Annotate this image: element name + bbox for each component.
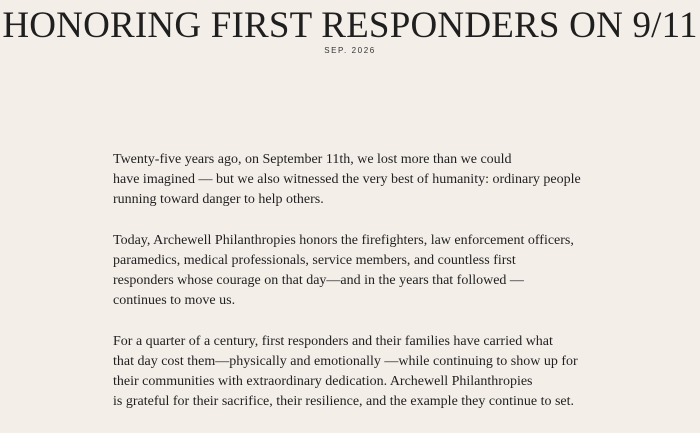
paragraph-line: running toward danger to help others. <box>113 192 324 207</box>
paragraph-line: their communities with extraordinary dedication. Archewell Philanthropies <box>113 374 533 389</box>
paragraph-line: responders whose courage on that day—and in the years that followed — <box>113 273 524 288</box>
article-body <box>113 150 593 433</box>
paragraph-line: paramedics, medical professionals, service members, and countless first <box>113 253 516 268</box>
paragraph-line: Twenty-five years ago, on September 11th, we lost more than we could <box>113 152 512 167</box>
paragraph-1 <box>113 150 593 210</box>
paragraph-line: that day cost them—physically and emotionally —while continuing to show up for <box>113 354 578 369</box>
paragraph-line: For a quarter of a century, first responders and their families have carried what <box>113 334 553 349</box>
paragraph-line: Today, Archewell Philanthropies honors the firefighters, law enforcement officers, <box>113 233 574 248</box>
paragraph-2 <box>113 231 593 311</box>
paragraph-line: is grateful for their sacrifice, their resilience, and the example they continue to set. <box>113 394 575 409</box>
article-date: SEP. 2026 <box>324 46 376 55</box>
page-title: HONORING FIRST RESPONDERS ON 9/11 <box>2 5 698 46</box>
paragraph-line: have imagined — but we also witnessed the very best of humanity: ordinary people <box>113 172 581 187</box>
paragraph-line: continues to move us. <box>113 293 236 308</box>
paragraph-3 <box>113 332 593 412</box>
